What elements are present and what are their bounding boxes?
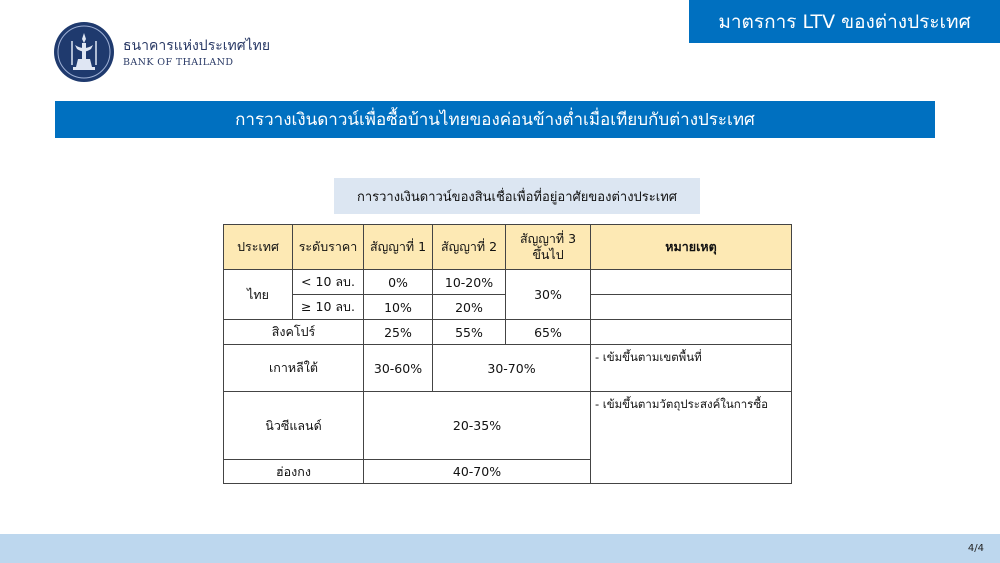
header-contract-3 <box>506 225 591 270</box>
bank-name-english: BANK OF THAILAND <box>123 56 234 68</box>
header-contract-1: สัญญาที่ 1 <box>364 225 433 270</box>
cell-thailand-c2-2: 20% <box>433 295 506 320</box>
cell-nz-remark: - เข้มขึ้นตามวัตถุประสงค์ในการซื้อ <box>591 392 792 484</box>
cell-nz-country: นิวซีแลนด์ <box>224 392 364 460</box>
table-row <box>224 345 792 392</box>
cell-thailand-remark-1 <box>591 270 792 295</box>
cell-thailand-c2-1: 10-20% <box>433 270 506 295</box>
cell-thailand-remark-2 <box>591 295 792 320</box>
footer-bar <box>0 534 1000 563</box>
cell-singapore-remark <box>591 320 792 345</box>
header-remarks: หมายเหตุ <box>591 225 792 270</box>
cell-thailand-price-1: < 10 ลบ. <box>293 270 364 295</box>
header-country: ประเทศ <box>224 225 293 270</box>
section-title-banner <box>55 101 935 138</box>
bank-of-thailand-emblem-icon <box>53 21 115 83</box>
cell-thailand-c3: 30% <box>506 270 591 320</box>
cell-korea-remark: - เข้มขึ้นตามเขตพื้นที่ <box>591 345 792 392</box>
table-caption <box>334 178 700 214</box>
cell-korea-c1: 30-60% <box>364 345 433 392</box>
cell-singapore-country: สิงคโปร์ <box>224 320 364 345</box>
bank-name-thai: ธนาคารแห่งประเทศไทย <box>123 37 271 54</box>
table-row <box>224 270 792 295</box>
cell-korea-c2-c3: 30-70% <box>433 345 591 392</box>
ltv-table <box>223 224 792 484</box>
bank-logo <box>53 21 270 83</box>
cell-korea-country: เกาหลีใต้ <box>224 345 364 392</box>
cell-nz-value: 20-35% <box>364 392 591 460</box>
table-row <box>224 320 792 345</box>
top-title-banner <box>689 0 1000 43</box>
cell-thailand-c1-1: 0% <box>364 270 433 295</box>
cell-singapore-c3: 65% <box>506 320 591 345</box>
cell-singapore-c2: 55% <box>433 320 506 345</box>
header-price-level: ระดับราคา <box>293 225 364 270</box>
table-caption-text: การวางเงินดาวน์ของสินเชื่อเพื่อที่อยู่อาศัยของต่างประเทศ <box>356 189 678 205</box>
cell-hk-value: 40-70% <box>364 460 591 484</box>
cell-thailand-c1-2: 10% <box>364 295 433 320</box>
cell-thailand-price-2: ≥ 10 ลบ. <box>293 295 364 320</box>
page-number: 4/4 <box>967 543 984 554</box>
table-row <box>224 392 792 460</box>
header-contract-3-line1: สัญญาที่ 3 <box>519 231 577 246</box>
cell-singapore-c1: 25% <box>364 320 433 345</box>
section-title: การวางเงินดาวน์เพื่อซื้อบ้านไทยของค่อนข้างต่ำเมื่อเทียบกับต่างประเทศ <box>235 110 755 130</box>
cell-thailand-country: ไทย <box>224 270 293 320</box>
top-title-text: มาตรการ LTV ของต่างประเทศ <box>718 10 971 33</box>
table-header-row <box>224 225 792 270</box>
header-contract-2: สัญญาที่ 2 <box>433 225 506 270</box>
cell-hk-country: ฮ่องกง <box>224 460 364 484</box>
header-contract-3-line2: ขึ้นไป <box>532 247 564 262</box>
